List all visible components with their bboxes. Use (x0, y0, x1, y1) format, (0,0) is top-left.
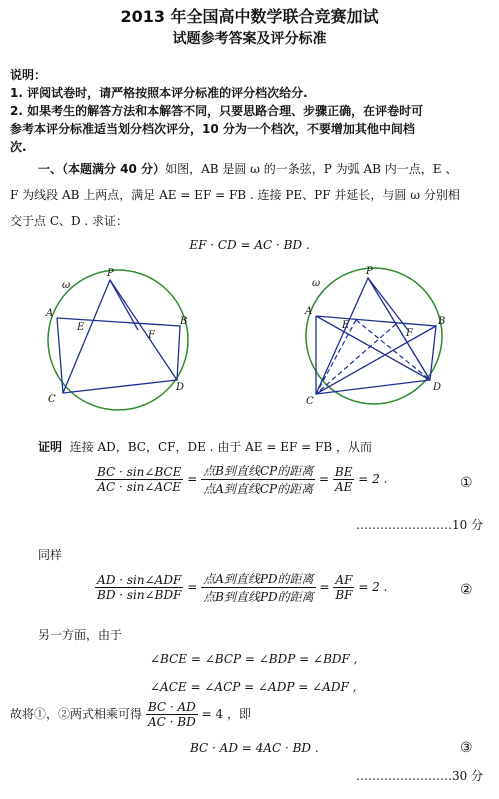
label-f: F (148, 330, 155, 341)
page-title: 2013 年全国高中数学联合竞赛加试 (120, 7, 379, 26)
equation-4: BC · AD = 4AC · BD . (190, 741, 319, 755)
label-a: A (305, 306, 313, 317)
figure-lines (57, 280, 180, 393)
proof-label: 证明 (38, 440, 63, 454)
score-10: ……………………10 分 (356, 518, 484, 532)
note-item-2-line-1: 2. 如果考生的解答方法和本解答不同，只要思路合理、步骤正确，在评卷时可 (10, 104, 424, 118)
label-f: F (406, 328, 413, 339)
marker-3: ③ (460, 740, 473, 756)
problem-claim: EF · CD = AC · BD . (189, 238, 310, 252)
equation-2: $\frac{\text{AD · sin∠ADF}}{\text{BD · sin∠BDF}}$ = $\frac{\text{点A到直线PD的距离}}{\text{点B到直线PD的距离}}$ = $\frac{AF}{BF}$ = 2 . (97, 572, 388, 604)
figure-left (45, 268, 188, 410)
line-pd (368, 278, 430, 380)
marker-1: ① (460, 475, 473, 491)
multiply-text: 故将①，②两式相乘可得 (10, 707, 143, 721)
label-c: C (48, 394, 56, 405)
note-item-2-line-2: 参考本评分标准适当划分档次评分，10 分为一个档次，不要增加其他中间档 (10, 122, 415, 136)
eq1-numerator: BC · sin∠BCE (97, 465, 182, 479)
proof-intro: 连接 AD，BC，CF，DE . 由于 AE = EF = FB ，从而 (69, 440, 372, 454)
eq1-denominator: AC · sin∠ACE (97, 480, 182, 494)
line-pd (110, 280, 177, 380)
eq2-right-numerator: AF (333, 573, 354, 588)
figure-right (304, 266, 445, 407)
line-cf (316, 324, 396, 394)
angle-equation-2: ∠ACE = ∠ACP = ∠ADP = ∠ADF , (150, 680, 357, 694)
eq2-denominator: BD · sin∠BDF (97, 588, 182, 602)
same-text: 同样 (38, 548, 63, 562)
eq3-result: = 4 ，即 (201, 707, 251, 721)
eq2-mid-denominator: 点B到直线PD的距离 (203, 590, 314, 604)
eq2-right-denominator: BF (335, 588, 353, 602)
label-d: D (176, 382, 185, 393)
geometry-figures (0, 262, 499, 422)
label-c: C (306, 396, 314, 407)
eq1-right-denominator: AE (334, 480, 353, 494)
label-b: B (438, 316, 446, 327)
eq1-result: = 2 . (358, 472, 388, 486)
proof-intro-line (38, 438, 372, 455)
label-p: P (366, 266, 373, 277)
eq2-numerator: AD · sin∠ADF (95, 573, 183, 588)
equation-3-line (10, 700, 251, 729)
eq2-result: = 2 . (358, 580, 388, 594)
label-a: A (46, 308, 54, 319)
problem-line-3: 交于点 C、D . 求证： (10, 214, 129, 228)
problem-line-1 (38, 160, 457, 177)
eq3-denominator: AC · BD (147, 715, 196, 729)
label-p: P (107, 268, 114, 279)
note-item-1: 1. 评阅试卷时，请严格按照本评分标准的评分档次给分. (10, 86, 308, 100)
equation-1: $\frac{\text{BC · sin∠BCE}}{\text{AC · sin∠ACE}}$ = $\frac{\text{点B到直线CP的距离}}{\text{点A到直线CP的距离}}$ = $\frac{BE}{AE}$ = 2 . (97, 464, 388, 496)
notes-label: 说明： (10, 68, 47, 82)
label-d: D (433, 382, 442, 393)
eq1-right-numerator: BE (334, 465, 353, 479)
label-e: E (77, 322, 85, 333)
marker-2: ② (460, 582, 473, 598)
angle-equation-1: ∠BCE = ∠BCP = ∠BDP = ∠BDF , (150, 652, 358, 666)
other-hand-text: 另一方面，由于 (38, 628, 123, 642)
label-e: E (342, 320, 350, 331)
problem-heading: 一、（本题满分 40 分） (38, 162, 166, 176)
eq2-mid-numerator: 点A到直线PD的距离 (201, 570, 316, 588)
note-item-2-line-3: 次. (10, 140, 27, 154)
label-omega: ω (62, 280, 71, 291)
line-ad (316, 316, 430, 380)
eq1-mid-numerator: 点B到直线CP的距离 (203, 464, 314, 478)
eq3-numerator: BC · AD (147, 700, 196, 714)
label-b: B (180, 316, 188, 327)
line-ac (57, 318, 63, 393)
score-30: ……………………30 分 (356, 769, 484, 783)
problem-line-1-text: 如图，AB 是圆 ω 的一条弦，P 为弧 AB 内一点，E 、 (165, 162, 458, 176)
label-omega: ω (312, 278, 321, 289)
page-subtitle: 试题参考答案及评分标准 (172, 31, 327, 47)
eq1-mid-denominator: 点A到直线CP的距离 (203, 482, 314, 496)
problem-line-2: F 为线段 AB 上两点，满足 AE = EF = FB . 连接 PE、PF 并延长，与圆 ω 分别相 (10, 188, 460, 202)
